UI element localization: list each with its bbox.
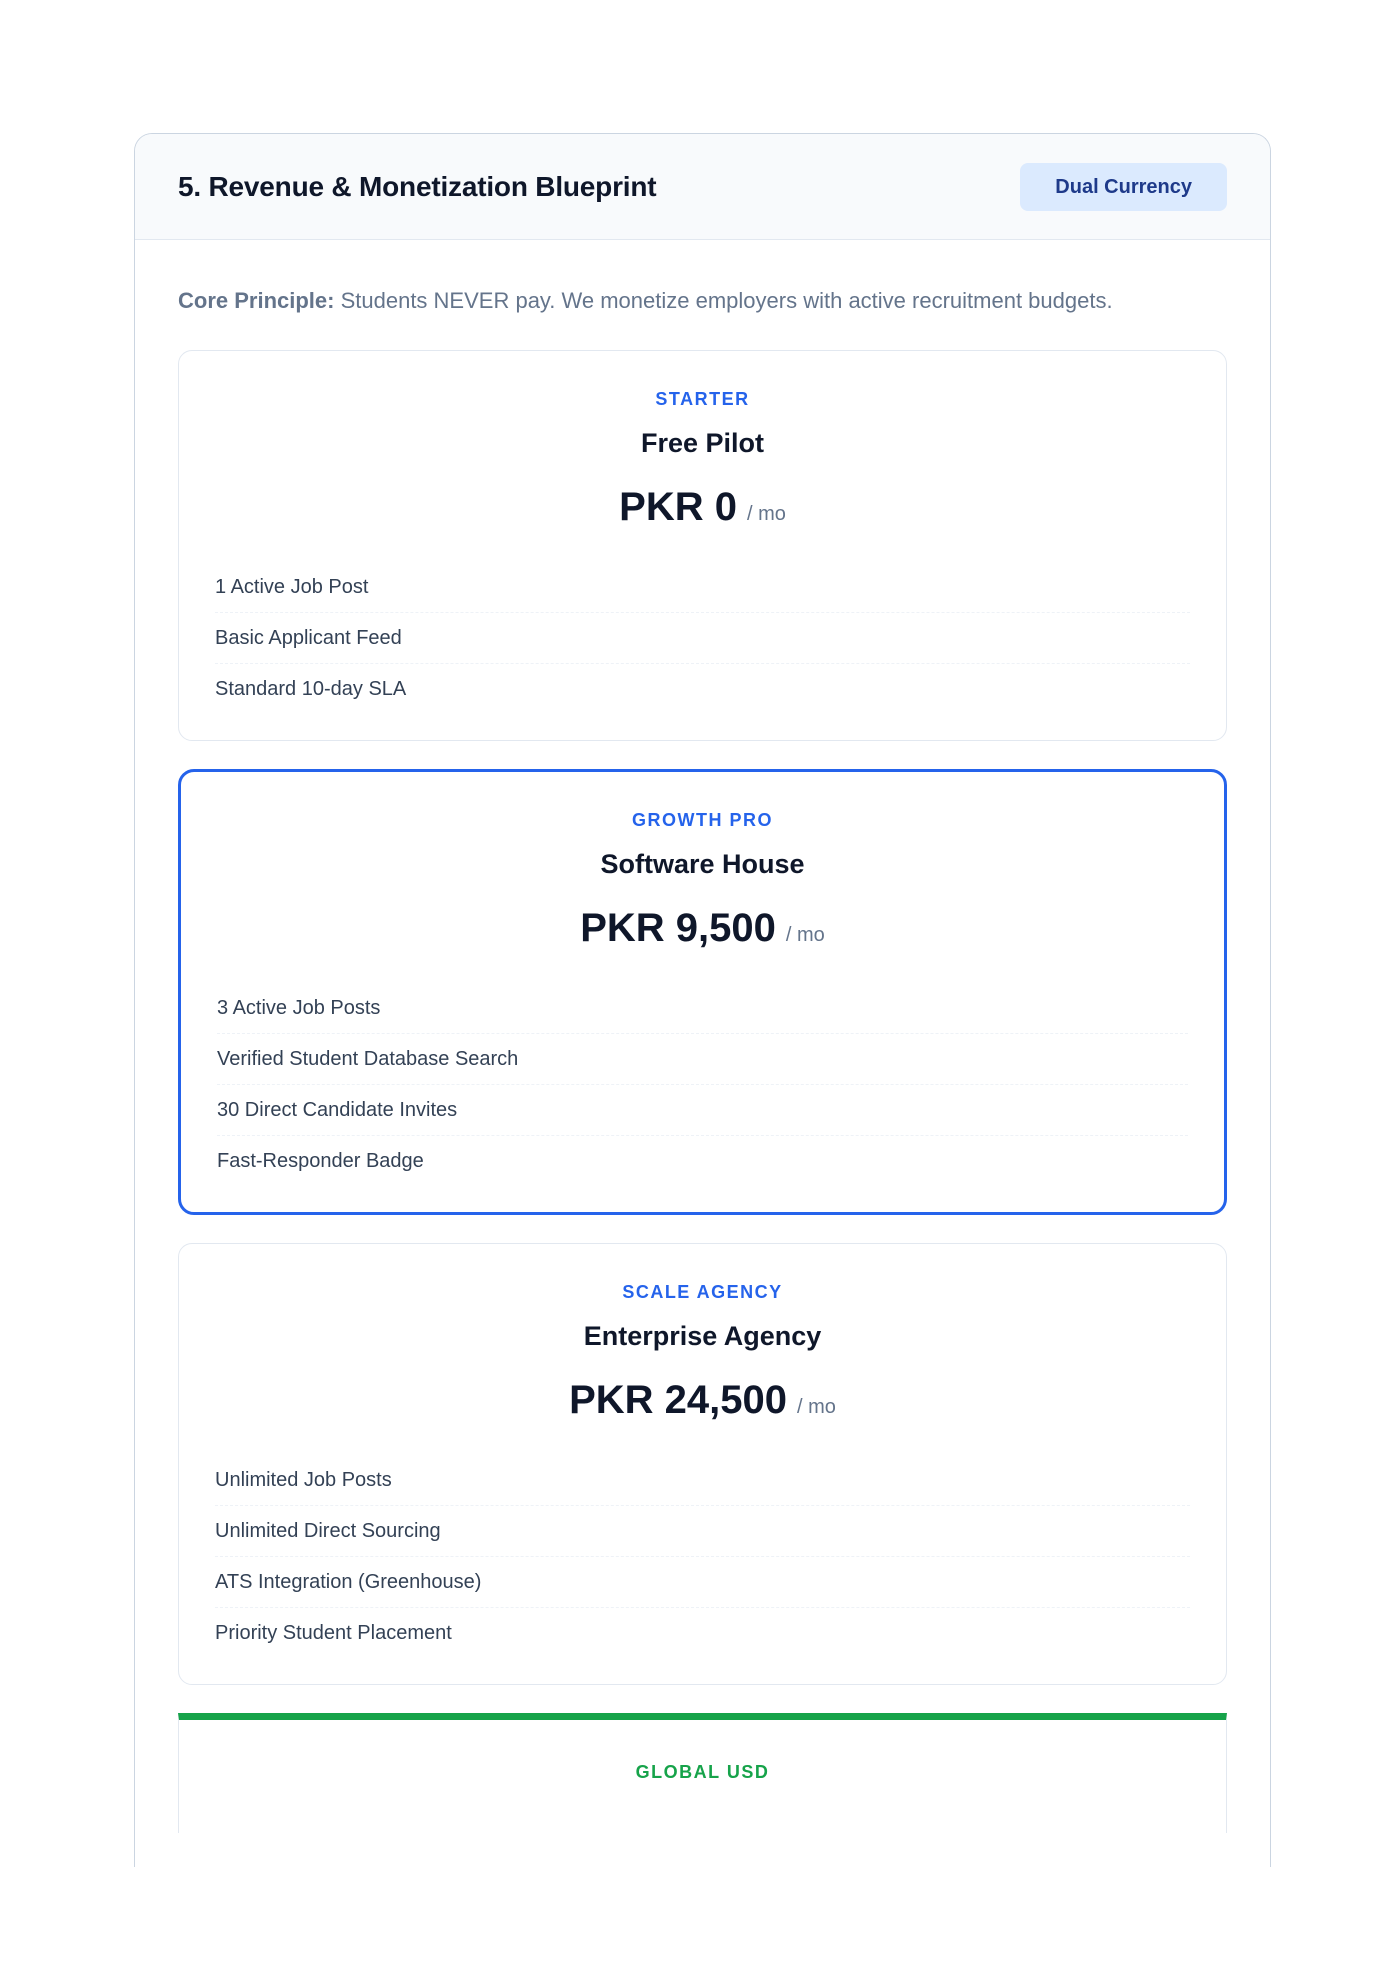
feature-item: ATS Integration (Greenhouse) [215,1557,1190,1608]
panel-header [135,134,1270,240]
core-principle [178,286,1227,316]
pricing-card-growth-pro[interactable] [178,769,1227,1215]
feature-item: Priority Student Placement [215,1622,452,1644]
price-amount: PKR 24,500 [569,1378,787,1422]
price-amount: PKR 0 [619,485,737,529]
monetization-panel [134,133,1271,1867]
tier-name: Free Pilot [640,428,765,458]
tier-eyebrow: STARTER [655,389,750,409]
tier-name: Software House [600,849,805,879]
tier-eyebrow: SCALE AGENCY [622,1282,783,1302]
feature-item: 30 Direct Candidate Invites [217,1085,1188,1136]
price-period: / mo [797,1396,836,1418]
tier-price [217,906,1188,951]
feature-item: Verified Student Database Search [217,1034,1188,1085]
core-principle-text: Students NEVER pay. We monetize employers with active recruitment budgets. [334,288,1113,313]
feature-item: Unlimited Direct Sourcing [215,1506,1190,1557]
feature-list [215,562,1190,714]
feature-item: 3 Active Job Posts [217,983,1188,1034]
feature-list [215,1455,1190,1658]
price-amount: PKR 9,500 [580,906,776,950]
tier-price [215,485,1190,530]
tier-name: Enterprise Agency [583,1321,822,1351]
pricing-card-global-usd[interactable] [178,1713,1227,1833]
feature-item: Fast-Responder Badge [217,1150,424,1172]
pricing-card-starter[interactable] [178,350,1227,741]
tier-eyebrow: GLOBAL USD [635,1762,770,1782]
feature-item: Standard 10-day SLA [215,678,407,700]
price-period: / mo [746,503,786,525]
panel-body [135,240,1270,1833]
price-period: / mo [785,924,825,946]
feature-list [217,983,1188,1186]
feature-item: Unlimited Job Posts [215,1455,1190,1506]
section-title: 5. Revenue & Monetization Blueprint [178,170,657,202]
currency-badge: Dual Currency [1020,163,1227,211]
pricing-card-scale-agency[interactable] [178,1243,1227,1685]
feature-item: Basic Applicant Feed [215,613,1190,664]
tier-eyebrow: GROWTH PRO [632,810,773,830]
core-principle-label: Core Principle: [178,288,335,313]
feature-item: 1 Active Job Post [215,562,1190,613]
tier-price [215,1378,1190,1423]
